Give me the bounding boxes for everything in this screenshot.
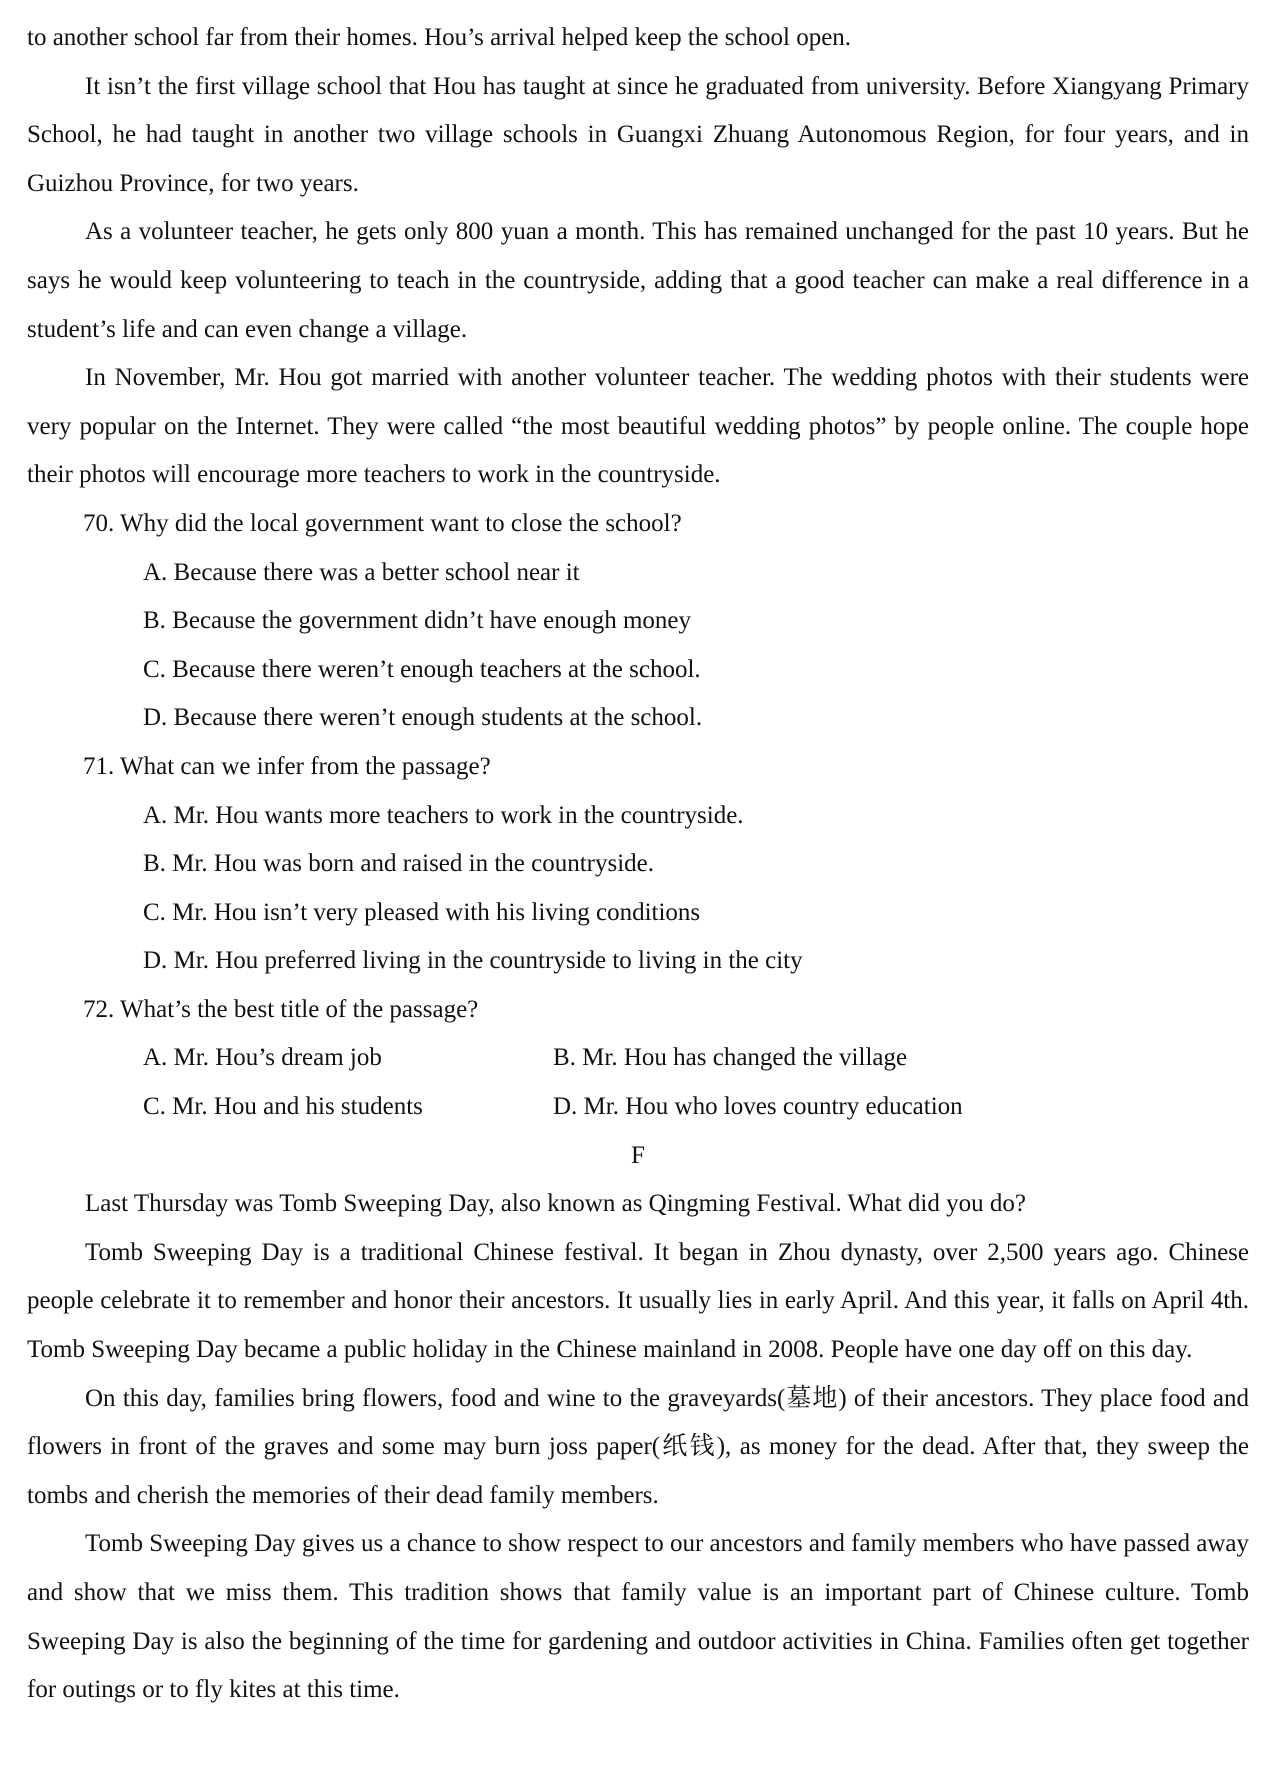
passage-f-paragraph-1: Last Thursday was Tomb Sweeping Day, also known as Qingming Festival. What did you do? bbox=[85, 1190, 1026, 1218]
passage-f-paragraph-3: On this day, families bring flowers, food and wine to the graveyards(墓地) of their ancestors. They place food and flowers in front of the graves and some may burn joss paper(纸钱), as money for the dead. After that, they sweep the tombs and cherish the memories of their dead family members. bbox=[27, 1384, 1249, 1509]
question-72-option-d: D. Mr. Hou who loves country education bbox=[553, 1093, 963, 1121]
question-72-option-c: C. Mr. Hou and his students bbox=[143, 1093, 423, 1121]
passage-e-paragraph-3: As a volunteer teacher, he gets only 800 yuan a month. This has remained unchanged for the past 10 years. But he says he would keep volunteering to teach in the countryside, adding that a good teacher can make a real difference in a student’s life and can even change a village. bbox=[27, 218, 1249, 343]
question-70-option-d: D. Because there weren’t enough students at the school. bbox=[143, 704, 703, 732]
question-72 bbox=[27, 986, 1249, 1132]
passage-e-paragraph-2: It isn’t the first village school that Hou has taught at since he graduated from university. Before Xiangyang Primary School, he had taught in another two village schools in Guangxi Zhuang Autonomous Region, for four years, and in Guizhou Province, for two years. bbox=[27, 72, 1249, 197]
question-72-options-row-1 bbox=[27, 1034, 1249, 1083]
question-70-option-c: C. Because there weren’t enough teachers at the school. bbox=[143, 655, 701, 683]
question-70-stem: 70. Why did the local government want to close the school? bbox=[83, 509, 682, 537]
question-71-stem: 71. What can we infer from the passage? bbox=[83, 752, 491, 780]
question-71-option-a: A. Mr. Hou wants more teachers to work in the countryside. bbox=[143, 801, 744, 829]
question-72-options-row-2 bbox=[27, 1083, 1249, 1132]
question-71 bbox=[27, 743, 1249, 986]
question-72-stem: 72. What’s the best title of the passage? bbox=[83, 995, 479, 1023]
passage-f-paragraph-4: Tomb Sweeping Day gives us a chance to show respect to our ancestors and family members who have passed away and show that we miss them. This tradition shows that family value is an important part of Chinese culture. Tomb Sweeping Day is also the beginning of the time for gardening and outdoor activities in China. Families often get together for outings or to fly kites at this time. bbox=[27, 1530, 1249, 1704]
question-70-option-b: B. Because the government didn’t have enough money bbox=[143, 607, 692, 635]
question-71-option-d: D. Mr. Hou preferred living in the countryside to living in the city bbox=[143, 947, 803, 975]
section-f-heading: F bbox=[631, 1141, 645, 1169]
question-70 bbox=[27, 500, 1249, 743]
question-71-option-b: B. Mr. Hou was born and raised in the countryside. bbox=[143, 850, 655, 878]
exam-page bbox=[27, 14, 1249, 1715]
question-71-option-c: C. Mr. Hou isn’t very pleased with his living conditions bbox=[143, 898, 701, 926]
passage-f-paragraph-2: Tomb Sweeping Day is a traditional Chinese festival. It began in Zhou dynasty, over 2,500 years ago. Chinese people celebrate it to remember and honor their ancestors. It usually lies in early April. And this year, it falls on April 4th. Tomb Sweeping Day became a public holiday in the Chinese mainland in 2008. People have one day off on this day. bbox=[27, 1238, 1249, 1364]
passage-e-paragraph-1: to another school far from their homes. Hou’s arrival helped keep the school open. bbox=[27, 24, 852, 51]
passage-e-paragraph-4: In November, Mr. Hou got married with another volunteer teacher. The wedding photos with their students were very popular on the Internet. They were called “the most beautiful wedding photos” by people online. The couple hope their photos will encourage more teachers to work in the countryside. bbox=[27, 364, 1249, 489]
question-72-option-b: B. Mr. Hou has changed the village bbox=[553, 1044, 908, 1072]
question-72-option-a: A. Mr. Hou’s dream job bbox=[143, 1044, 382, 1072]
question-70-option-a: A. Because there was a better school near it bbox=[143, 558, 580, 586]
